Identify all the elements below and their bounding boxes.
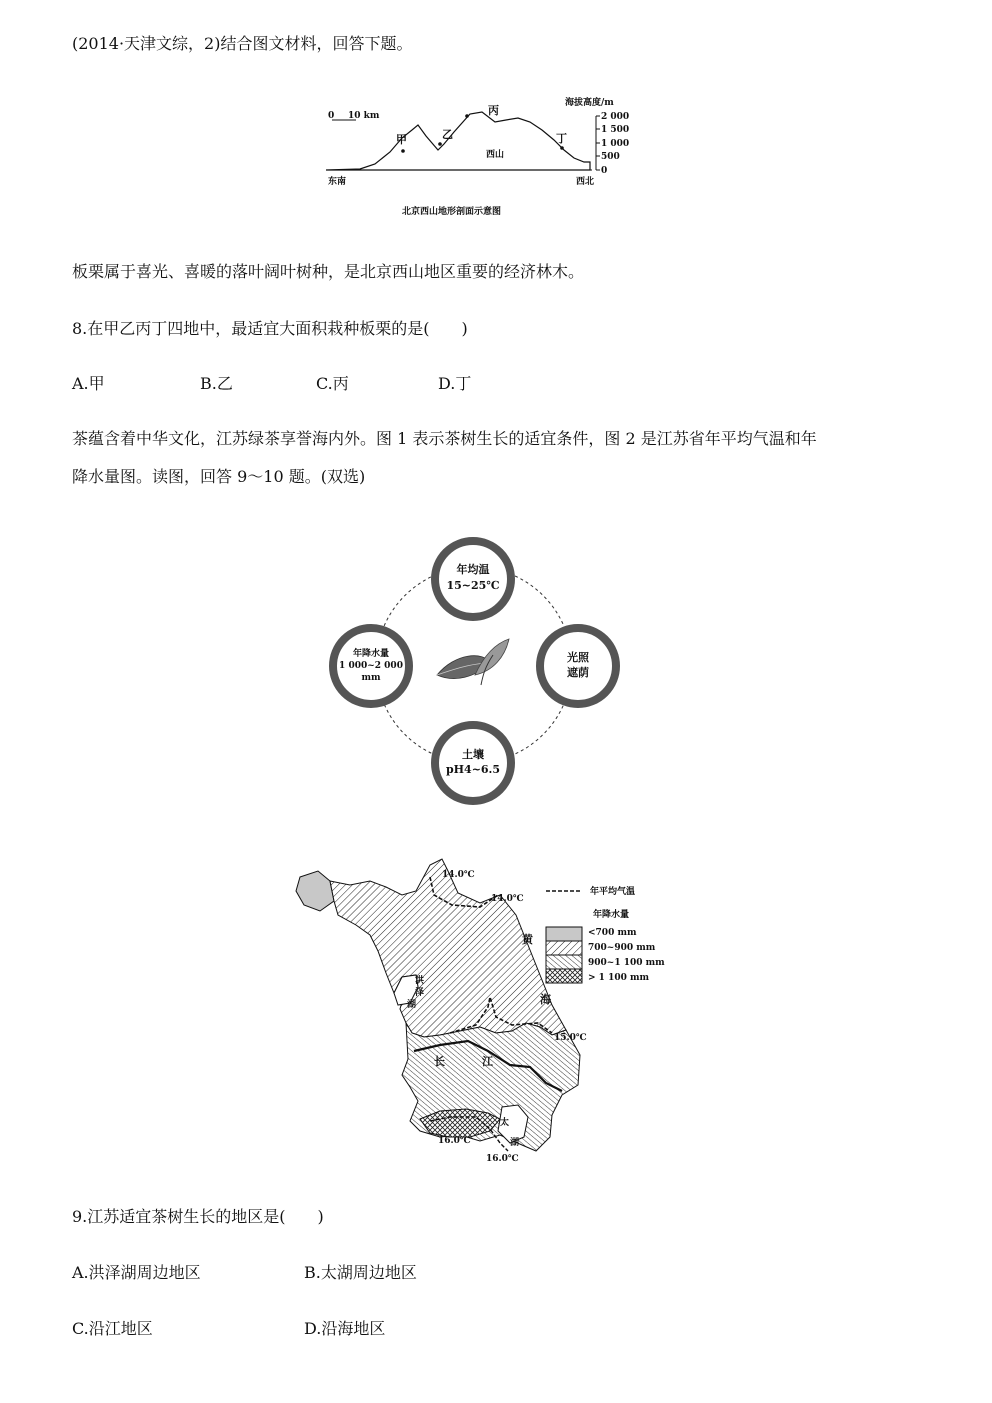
q9-option-c[interactable]: C.沿江地区 — [72, 1319, 153, 1338]
intro-line: (2014·天津文综，2)结合图文材料，回答下题。 — [72, 34, 413, 53]
legend-rain-4: > 1 100 mm — [588, 973, 650, 983]
point-bing: 丙 — [488, 104, 499, 117]
svg-text:年降水量: 年降水量 — [352, 649, 390, 659]
hongze-char-1: 洪 — [415, 976, 425, 986]
y-tick-500: 500 — [601, 152, 620, 162]
jiangsu-map-figure — [290, 855, 670, 1167]
legend-rain-3: 900~1 100 mm — [588, 958, 665, 968]
point-jia-marker — [401, 149, 405, 153]
legend-rain-2: 700~900 mm — [588, 943, 656, 953]
q8-stem: 8.在甲乙丙丁四地中，最适宜大面积栽种板栗的是( ) — [72, 319, 468, 338]
region-dry — [296, 871, 334, 911]
legend-swatch-4 — [546, 969, 582, 983]
legend-swatch-2 — [546, 941, 582, 955]
point-yi-marker — [438, 142, 442, 146]
iso-label-14b: 14.0℃ — [491, 894, 524, 904]
map-legend — [546, 885, 665, 983]
point-ding-marker — [560, 146, 564, 150]
passage-tea-line2: 降水量图。读图，回答 9～10 题。(双选) — [72, 467, 366, 486]
svg-text:mm: mm — [361, 673, 381, 683]
tea-conditions-figure — [325, 535, 625, 810]
condition-soil — [435, 725, 511, 801]
svg-text:1 000~2 000: 1 000~2 000 — [339, 661, 403, 671]
q8-option-c[interactable]: C.丙 — [316, 374, 349, 393]
scale-zero: 0 — [328, 111, 335, 121]
svg-text:遮荫: 遮荫 — [567, 666, 589, 679]
iso-label-16a: 16.0℃ — [438, 1136, 471, 1146]
y-tick-1000: 1 000 — [601, 139, 630, 149]
iso-label-16b: 16.0℃ — [486, 1154, 519, 1164]
q9-option-b[interactable]: B.太湖周边地区 — [304, 1263, 417, 1282]
legend-temp-label: 年平均气温 — [590, 887, 636, 897]
legend-rain-title: 年降水量 — [593, 910, 630, 920]
svg-text:pH4~6.5: pH4~6.5 — [445, 763, 501, 776]
y-tick-1500: 1 500 — [601, 125, 630, 135]
condition-temperature — [435, 541, 511, 617]
river-char-2: 江 — [482, 1055, 493, 1068]
q8-option-d[interactable]: D.丁 — [438, 374, 472, 393]
point-bing-marker — [465, 114, 469, 118]
sea-char-2: 海 — [540, 993, 551, 1006]
point-yi: 乙 — [442, 128, 453, 141]
q8-option-a[interactable]: A.甲 — [72, 374, 105, 393]
point-jia: 甲 — [396, 133, 407, 146]
point-ding: 丁 — [556, 132, 567, 145]
mountain-label: 西山 — [486, 150, 505, 160]
y-tick-0: 0 — [601, 166, 608, 176]
label-northwest: 西北 — [576, 177, 595, 187]
tea-leaf-icon — [437, 639, 509, 685]
legend-swatch-1 — [546, 927, 582, 941]
taihu-char-2: 湖 — [510, 1138, 520, 1148]
iso-label-15: 15.0℃ — [554, 1033, 587, 1043]
label-southeast: 东南 — [328, 177, 347, 187]
condition-light — [540, 628, 616, 704]
sea-char-1: 黄 — [522, 933, 533, 946]
q8-option-b[interactable]: B.乙 — [200, 374, 233, 393]
svg-text:土壤: 土壤 — [462, 748, 484, 761]
river-char-1: 长 — [434, 1055, 445, 1068]
taihu-char-1: 太 — [500, 1118, 510, 1128]
hongze-char-3: 湖 — [407, 1000, 417, 1010]
q9-option-a[interactable]: A.洪泽湖周边地区 — [72, 1263, 201, 1282]
svg-text:年均温: 年均温 — [456, 563, 490, 576]
legend-swatch-3 — [546, 955, 582, 969]
passage-tea-line1: 茶蕴含着中华文化，江苏绿茶享誉海内外。图 1 表示茶树生长的适宜条件，图 2 是江苏省年平均气温和年 — [72, 429, 817, 448]
svg-text:15~25℃: 15~25℃ — [446, 579, 500, 592]
legend-rain-1: <700 mm — [588, 928, 637, 938]
profile-figure — [320, 92, 640, 222]
y-axis-title: 海拔高度/m — [565, 98, 614, 108]
condition-precipitation — [333, 628, 409, 704]
scale-label: 10 km — [348, 111, 380, 121]
hongze-char-2: 泽 — [415, 988, 425, 998]
iso-label-14a: 14.0℃ — [442, 870, 475, 880]
q9-option-d[interactable]: D.沿海地区 — [304, 1319, 386, 1338]
q9-stem: 9.江苏适宜茶树生长的地区是( ) — [72, 1207, 324, 1226]
y-tick-2000: 2 000 — [601, 112, 630, 122]
region-north — [330, 859, 566, 1037]
svg-text:光照: 光照 — [567, 651, 589, 664]
passage-chestnut: 板栗属于喜光、喜暖的落叶阔叶树种，是北京西山地区重要的经济林木。 — [72, 262, 585, 281]
profile-caption: 北京西山地形剖面示意图 — [402, 207, 502, 217]
